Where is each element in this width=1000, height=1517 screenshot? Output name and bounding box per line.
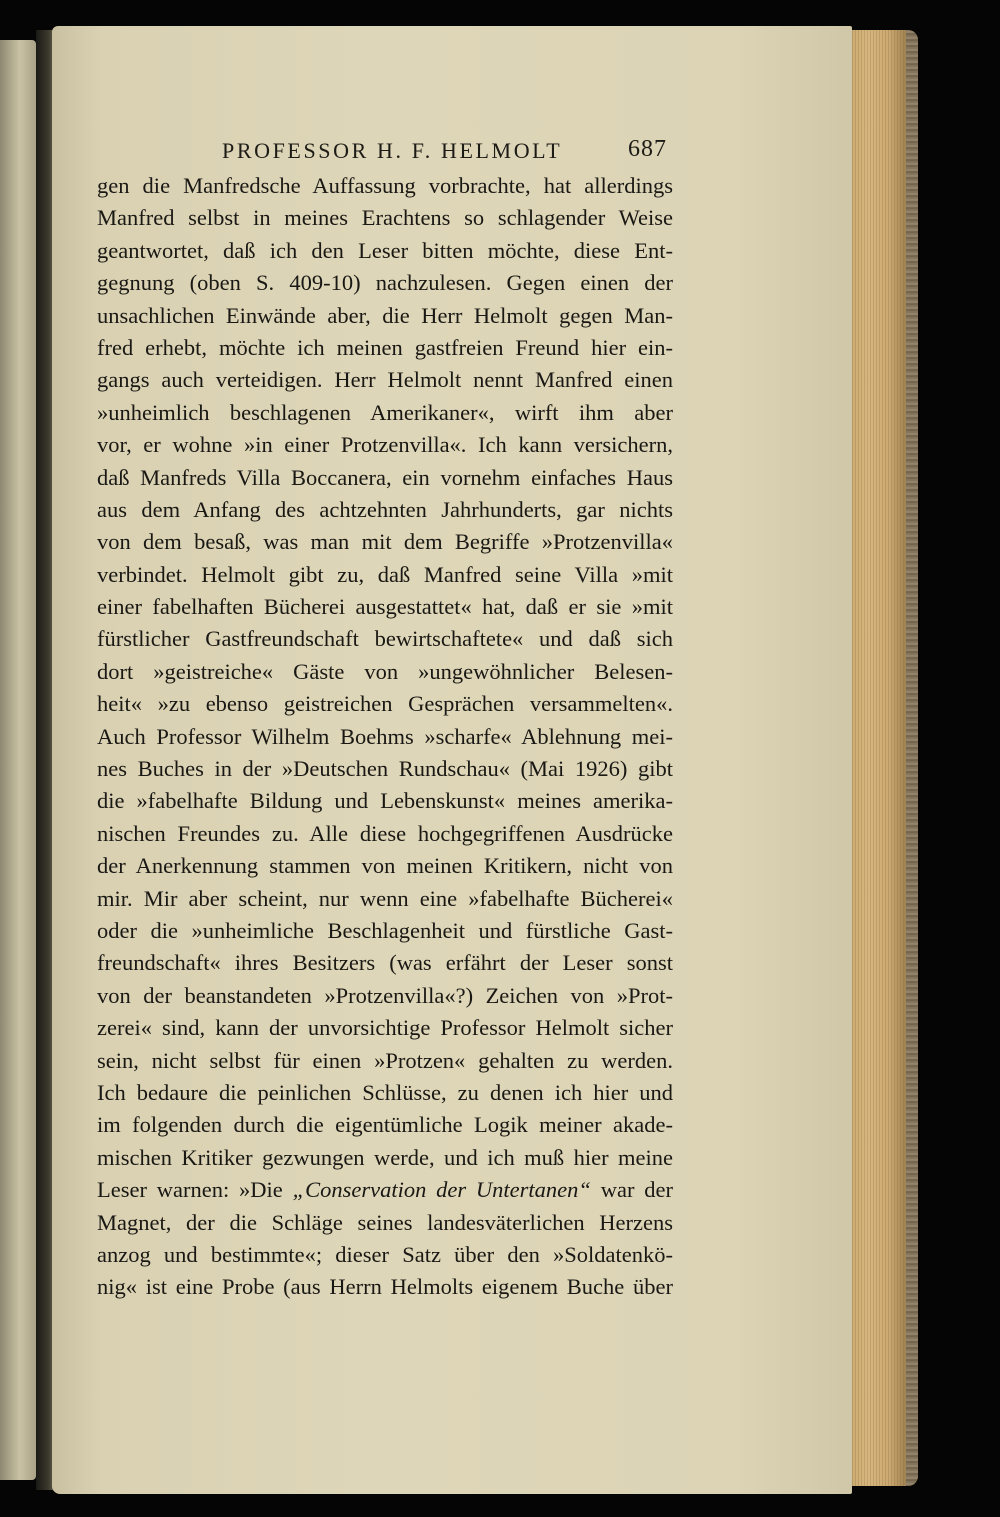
- text-line: Ich bedaure die peinlichen Schlüsse, zu denen ich hier und: [97, 1079, 673, 1105]
- page-number: 687: [628, 136, 667, 162]
- text-line: mischen Kritiker gezwungen werde, und ich muß hier meine: [97, 1144, 673, 1170]
- text-line: nischen Freundes zu. Alle diese hochgegriffenen Ausdrücke: [97, 820, 673, 846]
- text-line: gen die Manfredsche Auffassung vorbrachte, hat allerdings: [97, 173, 673, 198]
- text-line: fürstlicher Gastfreundschaft bewirtschaftete« und daß sich: [97, 626, 673, 652]
- text-line: sein, nicht selbst für einen »Protzen« gehalten zu werden.: [97, 1047, 673, 1073]
- text-line: vor, er wohne »in einer Protzenvilla«. Ich kann versichern,: [97, 432, 673, 458]
- text-segment: Leser warnen: »Die: [97, 1177, 293, 1203]
- text-line-with-italic: [97, 1174, 673, 1206]
- text-line: zerei« sind, kann der unvorsichtige Professor Helmolt sicher: [97, 1015, 673, 1041]
- text-line: von der beanstandeten »Protzenvilla«?) Zeichen von »Prot-: [97, 982, 673, 1008]
- text-line: Auch Professor Wilhelm Boehms »scharfe« Ablehnung mei-: [97, 723, 673, 749]
- text-line: im folgenden durch die eigentümliche Logik meiner akade-: [97, 1112, 673, 1138]
- text-line: freundschaft« ihres Besitzers (was erfährt der Leser sonst: [97, 950, 673, 976]
- body-text: [97, 170, 673, 1304]
- text-line: heit« »zu ebenso geistreichen Gesprächen versammelten«.: [97, 691, 673, 717]
- text-line: unsachlichen Einwände aber, die Herr Helmolt gegen Man-: [97, 302, 673, 328]
- text-line: aus dem Anfang des achtzehnten Jahrhunderts, gar nichts: [97, 496, 673, 522]
- text-line: oder die »unheimliche Beschlagenheit und fürstliche Gast-: [97, 917, 673, 943]
- text-line: nes Buches in der »Deutschen Rundschau« (Mai 1926) gibt: [97, 756, 673, 782]
- text-line: nig« ist eine Probe (aus Herrn Helmolts eigenem Buche über: [97, 1274, 673, 1300]
- text-line: anzog und bestimmte«; dieser Satz über den »Soldatenkö-: [97, 1241, 673, 1267]
- italic-title: „Conservation der Untertanen“: [292, 1177, 591, 1203]
- text-line: verbindet. Helmolt gibt zu, daß Manfred seine Villa »mit: [97, 561, 673, 587]
- text-line: »unheimlich beschlagenen Amerikaner«, wirft ihm aber: [97, 399, 673, 425]
- text-line: gegnung (oben S. 409-10) nachzulesen. Gegen einen der: [97, 270, 673, 296]
- page-block-edge: [846, 30, 918, 1486]
- text-line: Magnet, der die Schläge seines landesväterlichen Herzens: [97, 1209, 673, 1235]
- text-segment: war der: [590, 1177, 673, 1203]
- text-line: die »fabelhafte Bildung und Lebenskunst« meines amerika-: [97, 788, 673, 814]
- left-page-edge: [0, 40, 36, 1480]
- text-line: geantwortet, daß ich den Leser bitten möchte, diese Ent-: [97, 237, 673, 263]
- text-line: fred erhebt, möchte ich meinen gastfreien Freund hier ein-: [97, 334, 673, 360]
- text-line: gangs auch verteidigen. Herr Helmolt nennt Manfred einen: [97, 367, 673, 393]
- text-line: der Anerkennung stammen von meinen Kritikern, nicht von: [97, 853, 673, 879]
- running-head: PROFESSOR H. F. HELMOLT: [222, 138, 563, 163]
- text-line: mir. Mir aber scheint, nur wenn eine »fabelhafte Bücherei«: [97, 885, 673, 911]
- text-line: daß Manfreds Villa Boccanera, ein vornehm einfaches Haus: [97, 464, 673, 490]
- text-line: von dem besaß, was man mit dem Begriffe »Protzenvilla«: [97, 529, 673, 555]
- text-line: Manfred selbst in meines Erachtens so schlagender Weise: [97, 205, 673, 231]
- text-line: dort »geistreiche« Gäste von »ungewöhnlicher Belesen-: [97, 658, 673, 684]
- text-line: einer fabelhaften Bücherei ausgestattet« hat, daß er sie »mit: [97, 594, 673, 620]
